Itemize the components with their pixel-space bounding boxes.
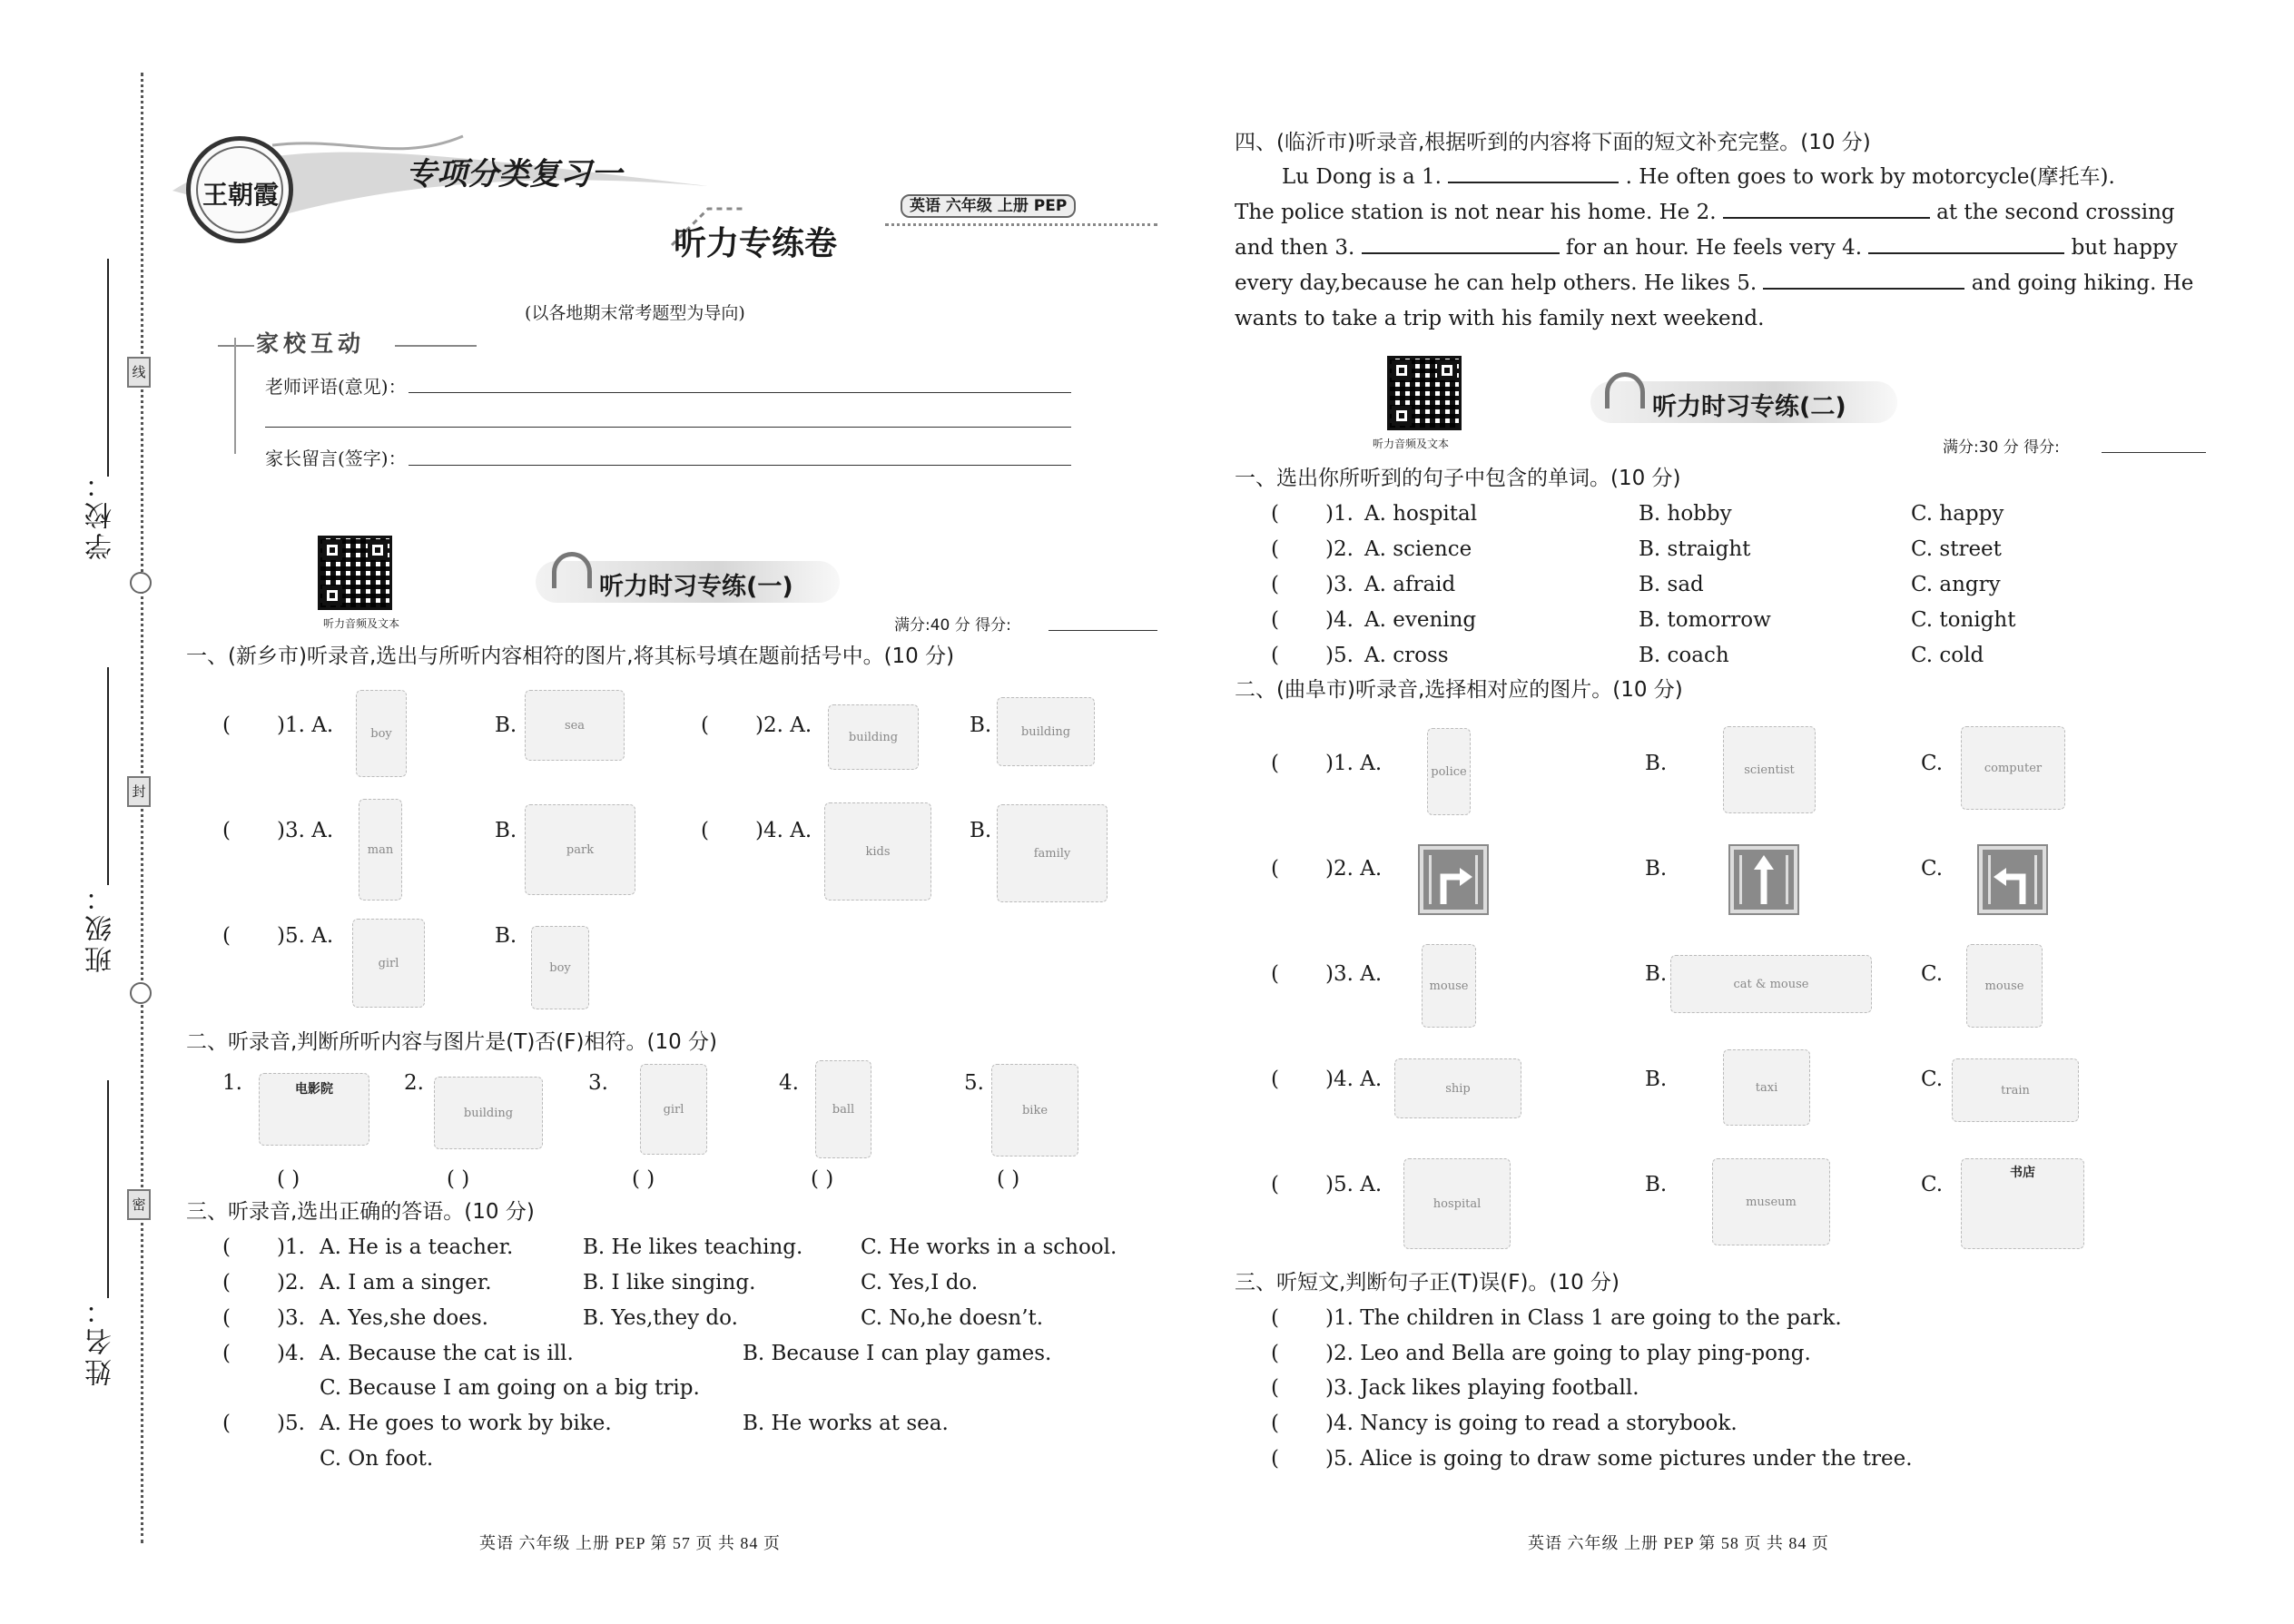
p1-part2-heading: 二、听录音,判断所听内容与图片是(T)否(F)相符。(10 分)	[186, 1030, 718, 1054]
p2-p3-q2: )2. Leo and Bella are going to play ping-pong.	[1325, 1342, 1811, 1365]
p2-part1-heading: 一、选出你所听到的句子中包含的单词。(10 分)	[1235, 467, 1681, 490]
p1-q2-label: )2. A.	[755, 714, 812, 737]
part4-line-1: Lu Dong is a 1. . He often goes to work by motorcycle(摩托车).	[1282, 165, 2115, 189]
p1-p3-q1-paren[interactable]: (	[222, 1235, 231, 1259]
p2-part2-heading: 二、(曲阜市)听录音,选择相对应的图片。(10 分)	[1235, 678, 1683, 702]
p1-p3-q3-b: B. Yes,they do.	[583, 1306, 738, 1330]
p1-p2-num-4: 4.	[779, 1071, 799, 1095]
p1-q4-label: )4. A.	[755, 819, 812, 842]
p1-p2-paren-4[interactable]: ( )	[811, 1167, 834, 1191]
p1-p3-q1-num: )1.	[277, 1235, 305, 1259]
p1-p3-q5-b: B. He works at sea.	[743, 1412, 949, 1435]
p1-q4-b-label: B.	[970, 819, 992, 842]
p1-q5-paren[interactable]: (	[222, 924, 231, 948]
practice2-score: 满分:30 分 得分:	[1943, 438, 2060, 457]
p2-p1-q3-num: )3.	[1325, 573, 1354, 596]
p2-p1-q3-a: A. afraid	[1364, 573, 1456, 596]
p1-p3-q2-b: B. I like singing.	[583, 1271, 756, 1294]
p2-p1-q5-paren[interactable]: (	[1271, 644, 1279, 667]
p2-p2-q1-a-image: police	[1427, 728, 1471, 815]
p1-p3-q2-paren[interactable]: (	[222, 1271, 231, 1294]
p2-p3-q4: )4. Nancy is going to read a storybook.	[1325, 1412, 1738, 1435]
p2-p2-q1-c-image: computer	[1961, 726, 2065, 810]
p2-p2-q5-c-image	[1961, 1158, 2084, 1249]
p1-q4-paren[interactable]: (	[701, 819, 709, 842]
p2-p3-q5-paren[interactable]: (	[1271, 1447, 1279, 1471]
home-school-heading: 家校互动	[256, 330, 366, 357]
p2-p2-q2-paren[interactable]: (	[1271, 857, 1279, 881]
p1-q3-paren[interactable]: (	[222, 819, 231, 842]
p1-q1-b-label: B.	[495, 714, 517, 737]
p2-p2-q4-paren[interactable]: (	[1271, 1068, 1279, 1091]
p2-p2-q4-c-label: C.	[1921, 1068, 1944, 1091]
p1-p2-building-image: building	[434, 1077, 543, 1149]
p1-p3-q5-paren[interactable]: (	[222, 1412, 231, 1435]
binding-tag-secret: 密	[127, 1189, 151, 1220]
p1-p3-q4-b: B. Because I can play games.	[743, 1342, 1052, 1365]
p2-p2-q5-b-label: B.	[1645, 1173, 1668, 1196]
p1-q3-b-label: B.	[495, 819, 517, 842]
logo-text: 王朝霞	[202, 182, 279, 210]
review-title: 专项分类复习一	[406, 156, 622, 192]
p1-p2-paren-5[interactable]: ( )	[997, 1167, 1020, 1191]
p1-p2-paren-2[interactable]: ( )	[447, 1167, 470, 1191]
p1-p3-q3-a: A. Yes,she does.	[320, 1306, 488, 1330]
p2-p1-q2-b: B. straight	[1639, 537, 1751, 561]
p1-p3-q4-c: C. Because I am going on a big trip.	[320, 1376, 700, 1400]
p1-q4-b-image: family	[997, 804, 1108, 902]
p1-p2-cinema-image	[259, 1073, 369, 1146]
p2-p1-q4-a: A. evening	[1364, 608, 1477, 632]
part4-heading: 四、(临沂市)听录音,根据听到的内容将下面的短文补充完整。(10 分)	[1235, 131, 1871, 154]
practice2-title: 听力时习专练(二)	[1652, 393, 1846, 421]
p2-part3-heading: 三、听短文,判断句子正(T)误(F)。(10 分)	[1235, 1271, 1620, 1294]
p2-p2-q4-label: )4. A.	[1325, 1068, 1383, 1091]
p2-p3-q3-paren[interactable]: (	[1271, 1376, 1279, 1400]
guide-text: (以各地期末常考题型为导向)	[525, 303, 745, 323]
p2-p1-q4-num: )4.	[1325, 608, 1354, 632]
p1-q5-b-image: boy	[531, 926, 589, 1009]
p1-p3-q2-c: C. Yes,I do.	[861, 1271, 979, 1294]
p2-p2-q3-label: )3. A.	[1325, 962, 1383, 986]
p2-p1-q2-a: A. science	[1364, 537, 1472, 561]
home-school-rule-right	[395, 345, 477, 347]
p2-p2-q5-paren[interactable]: (	[1271, 1173, 1279, 1196]
p2-p2-q3-paren[interactable]: (	[1271, 962, 1279, 986]
p1-q5-a-image: girl	[352, 919, 425, 1008]
p2-p3-q3: )3. Jack likes playing football.	[1325, 1376, 1639, 1400]
p1-q1-paren[interactable]: (	[222, 714, 231, 737]
p2-p2-q1-b-image: scientist	[1723, 726, 1816, 813]
p2-p1-q5-a: A. cross	[1364, 644, 1449, 667]
p1-q3-label: )3. A.	[277, 819, 334, 842]
footer-left: 英语 六年级 上册 PEP 第 57 页 共 84 页	[479, 1534, 781, 1552]
p2-p1-q5-b: B. coach	[1639, 644, 1729, 667]
part4-blank-1[interactable]	[1448, 163, 1619, 183]
p2-p2-q3-c-image: mouse	[1966, 944, 2043, 1028]
p2-p1-q3-b: B. sad	[1639, 573, 1704, 596]
home-school-rule-vertical	[234, 338, 236, 454]
cinema-sign: 电影院	[295, 1082, 333, 1097]
p2-p2-q5-a-image: hospital	[1403, 1158, 1511, 1249]
p2-p2-q2-c-label: C.	[1921, 857, 1944, 881]
p2-p1-q1-b: B. hobby	[1639, 502, 1732, 526]
p1-q1-b-image: sea	[525, 690, 625, 761]
p2-p2-q4-a-image: ship	[1394, 1058, 1521, 1118]
teacher-comment-line-2[interactable]	[265, 427, 1071, 428]
p1-p2-num-1: 1.	[222, 1071, 242, 1095]
part4-blank-5[interactable]	[1763, 270, 1964, 290]
p1-part1-heading: 一、(新乡市)听录音,选出与所听内容相符的图片,将其标号填在题前括号中。(10 分)	[186, 645, 955, 668]
p1-p3-q2-a: A. I am a singer.	[320, 1271, 492, 1294]
p1-p2-num-5: 5.	[964, 1071, 984, 1095]
p1-q2-paren[interactable]: (	[701, 714, 709, 737]
p1-p3-q5-c: C. On foot.	[320, 1447, 434, 1471]
qr-caption-2: 听力音频及文本	[1373, 438, 1450, 450]
p2-p1-q4-c: C. tonight	[1911, 608, 2016, 632]
school-write-line[interactable]	[107, 259, 109, 477]
p1-p2-girl-image: girl	[640, 1064, 707, 1155]
p1-part3-heading: 三、听录音,选出正确的答语。(10 分)	[186, 1200, 535, 1224]
binding-hole	[130, 572, 152, 594]
p2-p2-q3-b-image: cat & mouse	[1670, 955, 1872, 1013]
p1-p3-q1-c: C. He works in a school.	[861, 1235, 1117, 1259]
paper-title: 听力专练卷	[674, 225, 838, 262]
teacher-comment-line[interactable]	[409, 392, 1071, 393]
p1-p2-paren-1[interactable]: ( )	[277, 1167, 300, 1191]
name-label: 姓名：	[85, 1294, 117, 1386]
p1-p3-q4-paren[interactable]: (	[222, 1342, 231, 1365]
p2-p3-q1: )1. The children in Class 1 are going to the park.	[1325, 1306, 1842, 1330]
p2-p2-q1-c-label: C.	[1921, 752, 1944, 775]
p1-q2-a-image: building	[828, 704, 919, 770]
p2-p3-q4-paren[interactable]: (	[1271, 1412, 1279, 1435]
p2-p2-q3-c-label: C.	[1921, 962, 1944, 986]
p2-p2-q3-a-image: mouse	[1422, 944, 1476, 1028]
p2-p2-q4-b-image: taxi	[1723, 1049, 1810, 1126]
p2-p1-q4-paren[interactable]: (	[1271, 608, 1279, 632]
p1-p2-bike-image: bike	[991, 1064, 1078, 1156]
p2-p2-q1-label: )1. A.	[1325, 752, 1383, 775]
p2-p2-q5-label: )5. A.	[1325, 1173, 1383, 1196]
parent-comment-label: 家长留言(签字)：	[265, 448, 407, 469]
p2-p1-q4-b: B. tomorrow	[1639, 608, 1771, 632]
p1-p2-paren-3[interactable]: ( )	[632, 1167, 655, 1191]
p2-p1-q1-num: )1.	[1325, 502, 1354, 526]
class-label: 班级：	[85, 881, 117, 973]
parent-comment-line[interactable]	[409, 465, 1071, 466]
practice2-score-blank[interactable]	[2102, 452, 2206, 453]
p1-p3-q4-a: A. Because the cat is ill.	[320, 1342, 574, 1365]
p2-p1-q1-a: A. hospital	[1364, 502, 1478, 526]
name-write-line[interactable]	[107, 1080, 109, 1298]
teacher-comment-label: 老师评语(意见)：	[265, 376, 407, 398]
headphone-icon	[552, 552, 592, 588]
p1-q1-label: )1. A.	[277, 714, 334, 737]
p1-q1-a-image: boy	[356, 690, 407, 777]
turn-right-sign-icon	[1420, 846, 1487, 913]
home-school-rule-left	[218, 345, 254, 347]
p2-p2-q2-b-label: B.	[1645, 857, 1668, 881]
p2-p2-q4-b-label: B.	[1645, 1068, 1668, 1091]
publisher-logo	[186, 136, 293, 243]
p2-p2-q2-label: )2. A.	[1325, 857, 1383, 881]
p1-q3-a-image: man	[359, 799, 402, 901]
footer-right: 英语 六年级 上册 PEP 第 58 页 共 84 页	[1528, 1534, 1829, 1552]
subject-tag-underline	[885, 223, 1157, 226]
p2-p2-q1-b-label: B.	[1645, 752, 1668, 775]
p2-p1-q2-num: )2.	[1325, 537, 1354, 561]
p2-p1-q2-paren[interactable]: (	[1271, 537, 1279, 561]
headphone-icon	[1605, 372, 1645, 408]
p1-p3-q3-paren[interactable]: (	[222, 1306, 231, 1330]
p2-p2-q5-c-label: C.	[1921, 1173, 1944, 1196]
qr-caption-1: 听力音频及文本	[323, 617, 400, 630]
p1-p3-q2-num: )2.	[277, 1271, 305, 1294]
part4-blank-2[interactable]	[1723, 199, 1930, 219]
p1-p3-q4-num: )4.	[277, 1342, 305, 1365]
p1-q5-b-label: B.	[495, 924, 517, 948]
part4-blank-4[interactable]	[1868, 234, 2064, 254]
p2-p3-q2-paren[interactable]: (	[1271, 1342, 1279, 1365]
p2-p1-q3-c: C. angry	[1911, 573, 2001, 596]
p1-q2-b-label: B.	[970, 714, 992, 737]
qr-code-2[interactable]	[1387, 356, 1462, 430]
binding-dotted-line	[141, 73, 143, 1543]
class-write-line[interactable]	[107, 667, 109, 885]
practice1-score-blank[interactable]	[1049, 630, 1157, 631]
p2-p3-q5: )5. Alice is going to draw some pictures under the tree.	[1325, 1447, 1913, 1471]
p1-p2-basketball-image: ball	[815, 1060, 871, 1158]
p2-p1-q1-c: C. happy	[1911, 502, 2004, 526]
p1-p3-q1-a: A. He is a teacher.	[320, 1235, 514, 1259]
p1-q5-label: )5. A.	[277, 924, 334, 948]
p2-p1-q3-paren[interactable]: (	[1271, 573, 1279, 596]
p1-p3-q1-b: B. He likes teaching.	[583, 1235, 803, 1259]
p2-p1-q5-num: )5.	[1325, 644, 1354, 667]
turn-left-sign-icon	[1979, 846, 2046, 913]
p2-p3-q1-paren[interactable]: (	[1271, 1306, 1279, 1330]
p2-p2-q4-c-image: train	[1952, 1058, 2079, 1122]
binding-tag-seal: 封	[127, 776, 151, 807]
binding-hole	[130, 982, 152, 1004]
p2-p1-q1-paren[interactable]: (	[1271, 502, 1279, 526]
part4-blank-3[interactable]	[1362, 234, 1560, 254]
p2-p1-q2-c: C. street	[1911, 537, 2002, 561]
p2-p2-q5-b-image: museum	[1712, 1158, 1830, 1245]
practice1-title: 听力时习专练(一)	[599, 573, 793, 601]
bookstore-sign: 书店	[2010, 1166, 2035, 1180]
go-straight-sign-icon	[1730, 846, 1797, 913]
p1-p3-q3-c: C. No,he doesn’t.	[861, 1306, 1044, 1330]
p1-p3-q3-num: )3.	[277, 1306, 305, 1330]
p1-p3-q5-num: )5.	[277, 1412, 305, 1435]
practice1-score: 满分:40 分 得分:	[894, 616, 1011, 635]
p1-q3-b-image: park	[525, 804, 635, 895]
part4-line-4: every day,because he can help others. He likes 5. and going hiking. He	[1235, 271, 2194, 295]
part4-line-2: The police station is not near his home. He 2. at the second crossing	[1235, 201, 2175, 224]
binding-tag-line: 线	[127, 357, 151, 388]
qr-code-1[interactable]	[318, 536, 392, 610]
p2-p2-q3-b-label: B.	[1645, 962, 1668, 986]
p1-p2-num-3: 3.	[588, 1071, 608, 1095]
p1-q2-b-image: building	[997, 697, 1095, 766]
school-label: 学校：	[85, 468, 117, 560]
p1-p3-q5-a: A. He goes to work by bike.	[320, 1412, 612, 1435]
p2-p2-q1-paren[interactable]: (	[1271, 752, 1279, 775]
part4-line-5: wants to take a trip with his family next weekend.	[1235, 307, 1765, 330]
p2-p1-q5-c: C. cold	[1911, 644, 1984, 667]
p1-q4-a-image: kids	[824, 802, 931, 901]
subject-tag: 英语 六年级 上册 PEP	[901, 194, 1076, 218]
part4-line-3: and then 3. for an hour. He feels very 4. but happy	[1235, 236, 2178, 260]
p1-p2-num-2: 2.	[404, 1071, 424, 1095]
